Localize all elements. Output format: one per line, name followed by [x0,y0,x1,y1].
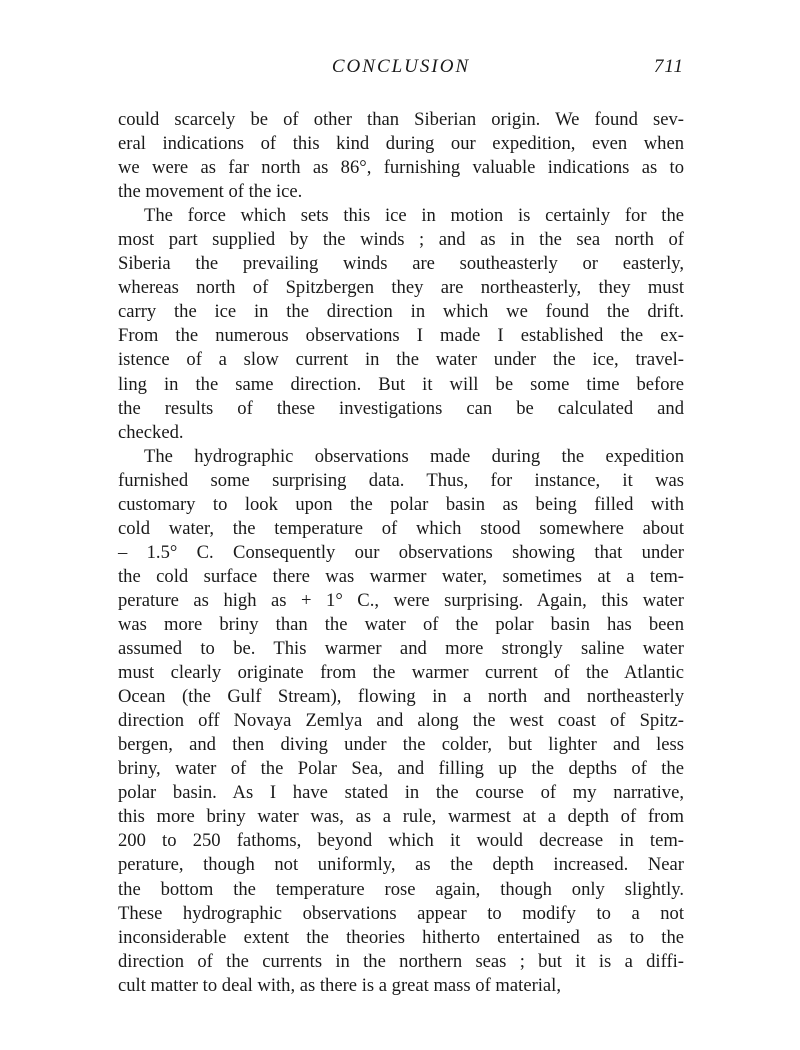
text-line: 200 to 250 fathoms, beyond which it would decrease in tem- [118,830,684,852]
text-line: – 1.5° C. Consequently our observations showing that under [118,541,684,563]
paragraph [118,445,684,998]
text-line: we were as far north as 86°, furnishing valuable indications as to [118,157,684,179]
text-line: perature, though not uniformly, as the depth increased. Near [118,854,684,876]
text-line: customary to look upon the polar basin as being filled with [118,493,684,515]
text-line: cult matter to deal with, as there is a great mass of material, [118,974,561,996]
text-line: the bottom the temperature rose again, though only slightly. [118,878,684,900]
text-line: istence of a slow current in the water under the ice, travel- [118,349,684,371]
text-line: furnished some surprising data. Thus, for instance, it was [118,469,684,491]
text-line: bergen, and then diving under the colder, but lighter and less [118,734,684,756]
text-line: the cold surface there was warmer water, sometimes at a tem- [118,565,684,587]
paragraph [118,108,684,204]
text-line: The force which sets this ice in motion is certainly for the [144,205,684,227]
page-number: 711 [653,56,684,77]
text-line: checked. [118,421,184,443]
text-line: perature as high as + 1° C., were surprising. Again, this water [118,589,684,611]
text-line: briny, water of the Polar Sea, and filling up the depths of the [118,758,684,780]
text-line: direction off Novaya Zemlya and along the west coast of Spitz- [118,710,684,732]
running-title: CONCLUSION [331,56,471,77]
text-line: Siberia the prevailing winds are southeasterly or easterly, [118,253,684,275]
text-line: The hydrographic observations made during the expedition [144,445,684,467]
text-line: the movement of the ice. [118,181,303,203]
text-line: could scarcely be of other than Siberian origin. We found sev- [118,109,684,130]
text-line: inconsiderable extent the theories hitherto entertained as to the [118,926,684,948]
text-line: These hydrographic observations appear to modify to a not [118,902,684,924]
text-line: the results of these investigations can be calculated and [118,397,684,419]
text-line: most part supplied by the winds ; and as in the sea north of [118,229,684,251]
text-line: must clearly originate from the warmer current of the Atlantic [118,662,684,684]
body-text [118,108,684,998]
text-line: assumed to be. This warmer and more strongly saline water [118,638,684,660]
paragraph [118,204,684,444]
text-line: cold water, the temperature of which stood somewhere about [118,517,684,539]
text-line: this more briny water was, as a rule, warmest at a depth of from [118,806,684,828]
text-line: carry the ice in the direction in which we found the drift. [118,301,684,323]
text-line: whereas north of Spitzbergen they are northeasterly, they must [118,277,684,299]
text-line: polar basin. As I have stated in the course of my narrative, [118,782,684,804]
text-line: was more briny than the water of the polar basin has been [118,613,684,635]
text-line: From the numerous observations I made I established the ex- [118,325,684,347]
running-head [118,56,684,86]
text-line: direction of the currents in the northern seas ; but it is a diffi- [118,950,684,972]
text-line: Ocean (the Gulf Stream), flowing in a north and northeasterly [118,686,684,708]
text-line: ling in the same direction. But it will be some time before [118,373,684,395]
text-line: eral indications of this kind during our expedition, even when [118,133,684,155]
